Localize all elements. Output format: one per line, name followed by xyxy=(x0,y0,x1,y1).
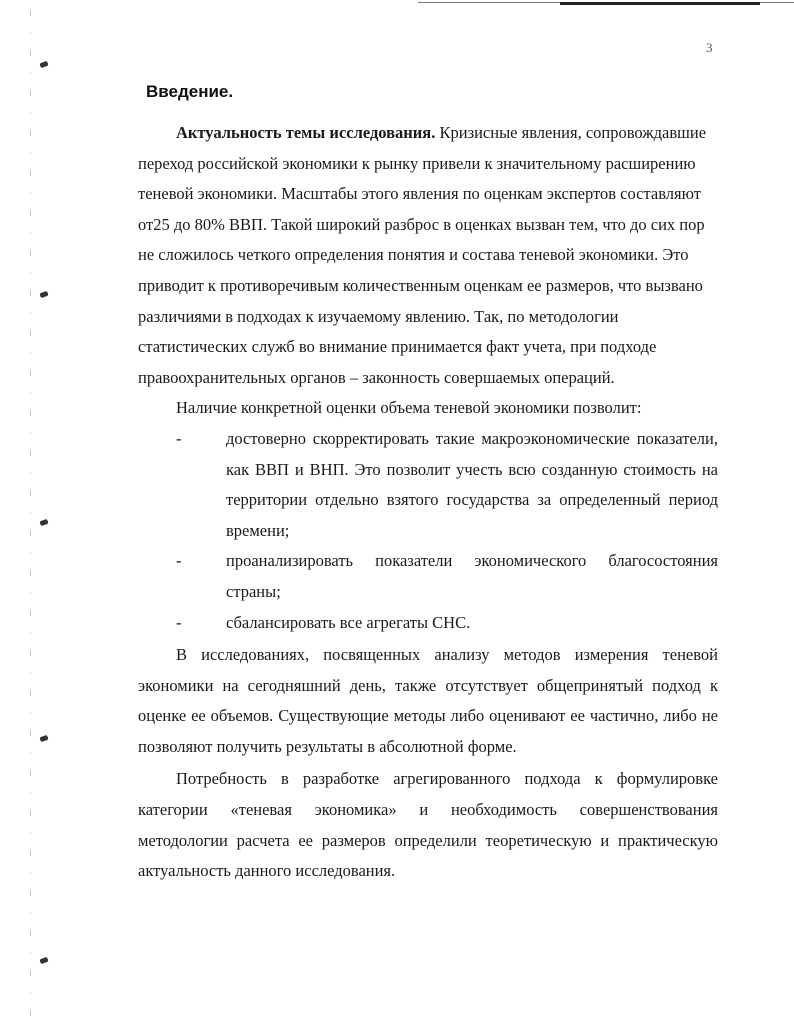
list-item-text: проанализировать показатели экономического благосостояния страны; xyxy=(226,551,718,601)
list-marker: - xyxy=(176,551,182,571)
binding-hole-mark xyxy=(39,61,48,68)
benefits-list xyxy=(138,424,718,638)
list-item-text: сбалансировать все агрегаты СНС. xyxy=(226,612,471,632)
list-item-text: достоверно скорректировать такие макроэкономические показатели, как ВВП и ВНП. Это позволит учесть всю созданную стоимость на территории отдельно взятого государства за определенный период времени; xyxy=(226,428,718,540)
list-item xyxy=(138,424,718,546)
body-paragraph: Потребность в разработке агрегированного подхода к формулировке категории «теневая экономика» и необходимость совершенствования методологии расчета ее размеров определили теоретическую и практическую актуальность данного исследования. xyxy=(138,769,718,881)
list-marker: - xyxy=(176,612,182,632)
intro-paragraph xyxy=(138,118,718,393)
list-intro: Наличие конкретной оценки объема теневой экономики позволит: xyxy=(176,398,642,418)
intro-lead: Актуальность темы исследования. xyxy=(176,123,436,142)
section-title: Введение. xyxy=(146,82,234,101)
page-number: 3 xyxy=(706,40,713,55)
binding-hole-mark xyxy=(39,519,48,526)
binding-hole-mark xyxy=(39,735,48,742)
body-paragraph: В исследованиях, посвященных анализу методов измерения теневой экономики на сегодняшний день, также отсутствует общепринятый подход к оценке ее объемов. Существующие методы либо оценивают ее частично, либо не позволяют получить результаты в абсолютной форме. xyxy=(138,645,718,756)
binding-hole-mark xyxy=(39,291,48,298)
list-marker: - xyxy=(176,428,182,448)
list-item xyxy=(138,608,718,639)
list-item xyxy=(138,546,718,607)
scan-top-rule-thick xyxy=(560,2,760,5)
intro-text: Кризисные явления, сопровождавшие переход российской экономики к рынку привели к значительному расширению теневой экономики. Масштабы этого явления по оценкам экспертов составляют от25 до 80% ВВП. Такой широкий разброс в оценках вызван тем, что до сих пор не сложилось четкого определения понятия и состава теневой экономики. Это приводит к противоречивым количественным оценкам ее размеров, что вызвано различиями в подходах к изучаемому явлению. Так, по методологии статистических служб во внимание принимается факт учета, при подходе правоохранительных органов – законность совершаемых операций. xyxy=(138,123,707,387)
scan-left-edge xyxy=(30,10,31,1020)
document-body xyxy=(138,118,718,887)
binding-hole-mark xyxy=(39,957,48,964)
